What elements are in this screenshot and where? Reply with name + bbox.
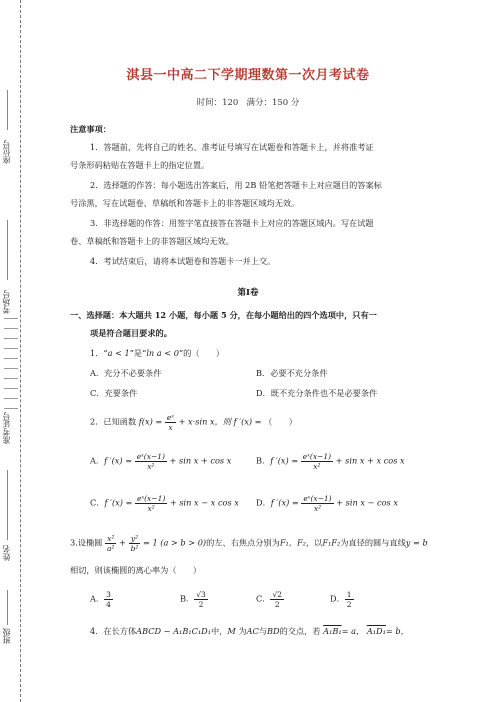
q2-stem: 2．已知函数 f(x) = $\frac{\text{eˣ}}{x}$ + x·sin x，则 f ′(x) = （ ） xyxy=(90,413,297,432)
margin-label-exam-id: 准考证号 xyxy=(2,412,11,444)
q4-stem: 4．在长方体ABCD − A₁B₁C₁D₁中，M 为AC与BD的交点，若 A₁B₁= a， A₁D₁= b， xyxy=(90,626,409,636)
q1-option-a: A．充分不必要条件 xyxy=(90,368,162,378)
q1-stem: 1．“a < 1”是“ln a < 0”的（ ） xyxy=(90,348,225,358)
q1-option-d: D．既不充分条件也不是必要条件 xyxy=(256,388,378,398)
notice-line-1: 1．答题前，先将自己的姓名、准考证号填写在试题卷和答题卡上，并将准考证 xyxy=(90,142,374,152)
q1-option-c: C．充要条件 xyxy=(90,388,138,398)
notice-line-2: 号条形码粘贴在答题卡上的指定位置。 xyxy=(70,160,210,170)
margin-label-seat: 座位号 xyxy=(2,140,11,164)
class-fill-line xyxy=(7,590,18,625)
section-instruction-1: 一、选择题：本大题共 12 小题，每小题 5 分，在每小题给出的四个选项中，只有一 xyxy=(70,310,377,320)
notice-line-3: 2．选择题的作答：每小题选出答案后，用 2B 铅笔把答题卡上对应题目的答案标 xyxy=(90,180,382,190)
section-title: 第Ⅰ卷 xyxy=(237,288,259,298)
name-fill-line xyxy=(7,470,18,540)
exam-subtitle xyxy=(0,96,496,108)
score-label: 满分：150 分 xyxy=(246,98,300,108)
q3-option-b: B． $\frac{√3}{2}$ xyxy=(180,590,206,609)
margin-label-room: 考场号 xyxy=(2,290,11,314)
room-fill-line xyxy=(7,220,18,280)
q3-stem-line2: 相切，则该椭圆的离心率为（ ） xyxy=(70,565,202,575)
exam-id-boxes xyxy=(4,318,18,408)
q3-stem: 3.设椭圆 $\frac{\text{x²}}{\text{a²}}$ + $\frac{\text{y²}}{\text{b²}}$ = 1 (a > b > 0)的左、右焦点分别为F₁，F₂，以F₁F₂为直径的圆与直线y = b xyxy=(70,534,428,553)
notice-heading: 注意事项： xyxy=(70,124,111,134)
exam-title: 淇县一中高二下学期理数第一次月考试卷 xyxy=(126,68,370,83)
q2-option-c: C．f ′(x) = $\frac{\text{eˣ(x−1)}}{\text{x²}}$ + sin x − x cos x xyxy=(90,494,239,513)
notice-line-7: 4．考试结束后，请将本试题卷和答题卡一并上交。 xyxy=(90,256,276,266)
q2-fraction: $\frac{\text{eˣ}}{x}$ xyxy=(166,413,174,432)
q2-option-b: B．f ′(x) = $\frac{\text{eˣ(x−1)}}{\text{x²}}$ + sin x + x cos x xyxy=(256,452,405,471)
margin-label-class: 班级 xyxy=(2,628,11,644)
time-label: 时间：120 xyxy=(196,98,239,108)
notice-line-5: 3．非选择题的作答：用签字笔直接答在答题卡上对应的答题区域内。写在试题 xyxy=(90,218,374,228)
q3-option-d: D． $\frac{1}{2}$ xyxy=(330,590,352,609)
q3-option-a: A． $\frac{3}{4}$ xyxy=(90,590,111,609)
q1-option-b: B．必要不充分条件 xyxy=(256,368,328,378)
notice-line-6: 卷、草稿纸和答题卡上的非答题区域均无效。 xyxy=(70,236,234,246)
q3-option-c: C． $\frac{√2}{2}$ xyxy=(256,590,283,609)
q2-option-d: D．f ′(x) = $\frac{\text{eˣ(x−1)}}{\text{x²}}$ + sin x − cos x xyxy=(256,494,398,513)
section-instruction-2: 项是符合题目要求的。 xyxy=(90,328,172,338)
q2-option-a: A．f ′(x) = $\frac{\text{eˣ(x−1)}}{\text{x²}}$ + sin x + cos x xyxy=(90,452,232,471)
margin-label-name: 姓名 xyxy=(2,545,11,561)
notice-line-4: 号涂黑，写在试题卷、草稿纸和答题卡上的非答题区域均无效。 xyxy=(70,198,300,208)
